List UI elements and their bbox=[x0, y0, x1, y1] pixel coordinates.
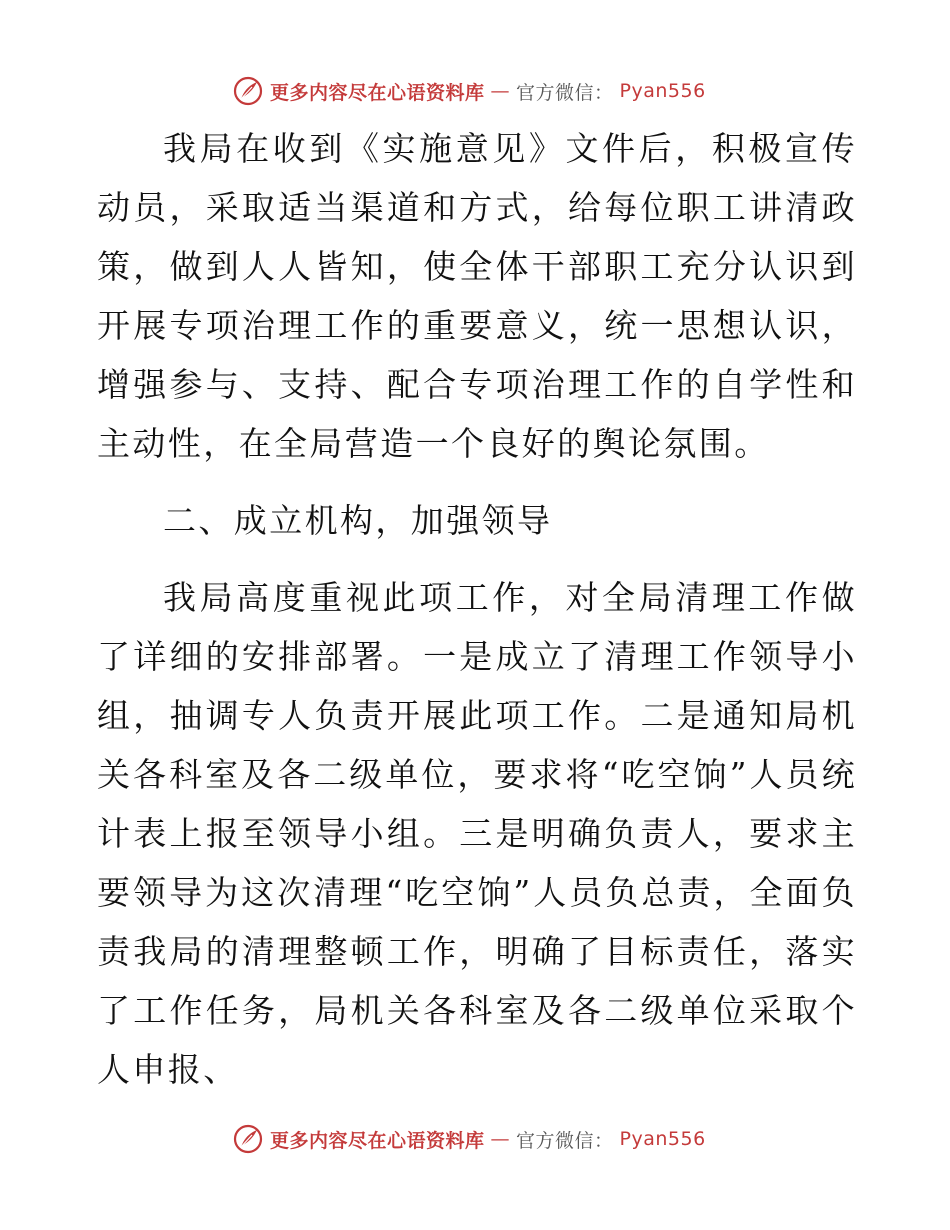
watermark-main-text: 更多内容尽在心语资料库 bbox=[270, 81, 485, 104]
watermark-main-text: 更多内容尽在心语资料库 bbox=[270, 1129, 485, 1152]
watermark-sub-text: 官方微信： bbox=[516, 81, 614, 104]
body-paragraph: 我局在收到《实施意见》文件后，积极宣传动员，采取适当渠道和方式，给每位职工讲清政策，做到人人皆知，使全体干部职工充分认识到开展专项治理工作的重要意义，统一思想认识，增强参与、支持、配合专项治理工作的自学性和主动性，在全局营造一个良好的舆论氛围。 bbox=[97, 129, 857, 463]
watermark-dash: — bbox=[490, 80, 511, 102]
footer-watermark bbox=[232, 1122, 706, 1156]
watermark-wechat-id: Pyan556 bbox=[619, 1128, 706, 1150]
feather-pen-circle-icon bbox=[232, 75, 264, 107]
document-body bbox=[97, 119, 857, 1099]
section-heading: 二、成立机构，加强领导 bbox=[163, 501, 553, 540]
watermark-dash: — bbox=[490, 1128, 511, 1150]
feather-pen-circle-icon bbox=[232, 1123, 264, 1155]
watermark-wechat-id: Pyan556 bbox=[619, 80, 706, 102]
watermark-sub-text: 官方微信： bbox=[516, 1129, 614, 1152]
header-watermark bbox=[232, 74, 706, 108]
body-paragraph: 我局高度重视此项工作，对全局清理工作做了详细的安排部署。一是成立了清理工作领导小组，抽调专人负责开展此项工作。二是通知局机关各科室及各二级单位，要求将“吃空饷”人员统计表上报至领导小组。三是明确负责人，要求主要领导为这次清理“吃空饷”人员负总责，全面负责我局的清理整顿工作，明确了目标责任，落实了工作任务，局机关各科室及各二级单位采取个人申报、 bbox=[97, 578, 857, 1089]
